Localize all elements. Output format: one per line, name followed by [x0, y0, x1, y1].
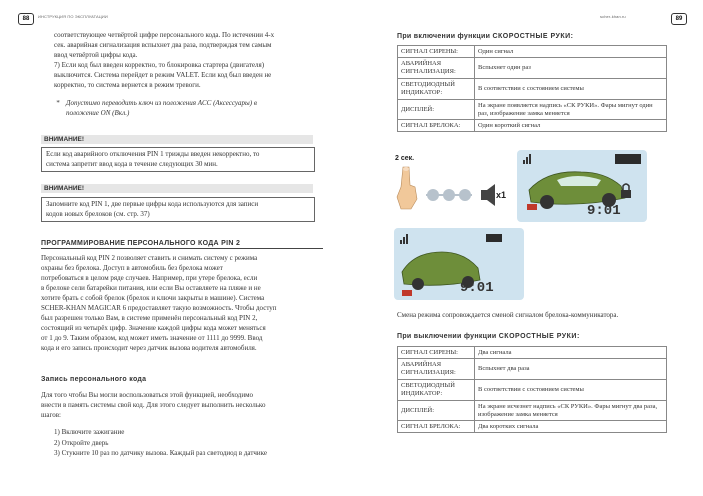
record-code-title: Запись персонального кода [41, 376, 147, 383]
warning-1-title: ВНИМАНИЕ! [41, 135, 313, 144]
italic-note: * Допустимо переводить ключ из положения ACC (Аксессуары) в положение ON (Вкл.) [56, 99, 257, 117]
page-number-left: 88 [18, 13, 34, 25]
clock-display-1: 9:01 [587, 203, 621, 219]
pin2-paragraph: Персональный код PIN 2 позволяет ставить и снимать систему с режима охраны без брелока. Доступ в автомобиль без брелока может потребоваться в целом ряде случаев. Например, при утере брелока, если в брелоке сели батарейки питания, или если Вы оставляете на пляже и не хотите брать с собой брелок (брелок и ключи закрыты в машине). Система SCHER-KHAN MAGICAR 6 предоставляет такую возможность. Чтобы доступ был разрешен только Вам, в системе применён персональный код PIN 2, состоящий из четырёх цифр. Значение каждой цифры кода может меняться от 1 до 9. Таким образом, код может иметь значение от 1111 до 9999. Ввод кода и его запись происходит через датчик вызова водителя автомобиля. [41, 254, 277, 352]
alarm-icon [486, 234, 502, 242]
on-section-title: При включении функции СКОРОСТНЫЕ РУКИ: [397, 33, 574, 40]
table-row: СИГНАЛ СИРЕНЫ: Два сигнала [398, 347, 667, 359]
record-code-paragraph: Для того чтобы Вы могли воспользоваться этой функцией, необходимо внести в память системы свой код. Для этого следует выполнить несколько шагов: [41, 391, 266, 419]
table-row: ДИСПЛЕЙ: На экране исчезнет надпись «СК РУКИ». Фары мигнут два раза, изображение замка меняется [398, 401, 667, 421]
warning-2-title: ВНИМАНИЕ! [41, 184, 313, 193]
steps-list [54, 427, 267, 459]
table-row: СВЕТОДИОДНЫЙ ИНДИКАТОР: В соответствии с состоянием системы [398, 380, 667, 401]
clock-display-2: 9:01 [460, 280, 494, 296]
tap-sequence-illustration [393, 165, 513, 217]
intro-paragraph: соответствующее четвёртой цифре персонального кода. По истечении 4-х сек. аварийная сигнализация вспыхнет два раза, подтверждая тем самым ввод четвёртой цифры кода. [54, 31, 275, 59]
list-item: 2) Откройте дверь [54, 438, 109, 447]
table-row: ДИСПЛЕЙ: На экране появляется надпись «СК РУКИ». Фары мигнут один раз, изображение замка меняется [398, 100, 667, 120]
mode-change-caption: Смена режима сопровождается сменой сигналом брелока-коммуникатора. [397, 311, 619, 319]
finger-icon [397, 167, 417, 209]
table-row: СИГНАЛ БРЕЛОКА: Два коротких сигнала [398, 421, 667, 433]
times-one-label: x1 [496, 190, 507, 200]
warning-1-box: Если код аварийного отключения PIN 1 трижды введен некорректно, то система запретит ввод кода в течение следующих 30 мин. [41, 147, 315, 172]
timer-label: 2 сек. [395, 155, 415, 162]
hands-icon [615, 154, 641, 164]
table-row: АВАРИЙНАЯ СИГНАЛИЗАЦИЯ: Вспыхнет один раз [398, 58, 667, 79]
speaker-icon [481, 184, 495, 206]
status-indicator-icon [402, 290, 412, 296]
bullet-icon: * [56, 99, 60, 107]
header-text-left: ИНСТРУКЦИЯ ПО ЭКСПЛУАТАЦИИ [38, 14, 108, 19]
table-row: СИГНАЛ БРЕЛОКА: Один короткий сигнал [398, 120, 667, 132]
status-indicator-icon [527, 204, 537, 210]
list-item: 1) Включите зажигание [54, 428, 125, 436]
page-number-right: 89 [671, 13, 687, 25]
on-signals-table [397, 45, 667, 132]
remote-screen-alert [394, 228, 524, 300]
list-item: 3) Стукните 10 раз по датчику вызова. Каждый раз светодиод в датчике [54, 449, 267, 457]
off-signals-table [397, 346, 667, 433]
header-text-right: scher-khan.ru [600, 14, 626, 19]
table-row: СВЕТОДИОДНЫЙ ИНДИКАТОР: В соответствии с состоянием системы [398, 79, 667, 100]
table-row: СИГНАЛ СИРЕНЫ: Один сигнал [398, 46, 667, 58]
table-row: АВАРИЙНАЯ СИГНАЛИЗАЦИЯ: Вспыхнет два раза [398, 359, 667, 380]
step-7-paragraph: 7) Если код был введен корректно, то блокировка стартера (двигателя) выключится. Система перейдет в режим VALET. Если код был введен не корректно, то система вернется в режим тревоги. [54, 61, 272, 89]
warning-2-box: Запомните код PIN 1, две первые цифры кода используются для записи кодов новых брелоков (см. стр. 37) [41, 197, 315, 222]
pin2-section-title: ПРОГРАММИРОВАНИЕ ПЕРСОНАЛЬНОГО КОДА PIN 2 [41, 240, 323, 249]
remote-screen-on [517, 150, 647, 222]
sequence-dots [426, 189, 472, 201]
off-section-title: При выключении функции СКОРОСТНЫЕ РУКИ: [397, 333, 580, 340]
